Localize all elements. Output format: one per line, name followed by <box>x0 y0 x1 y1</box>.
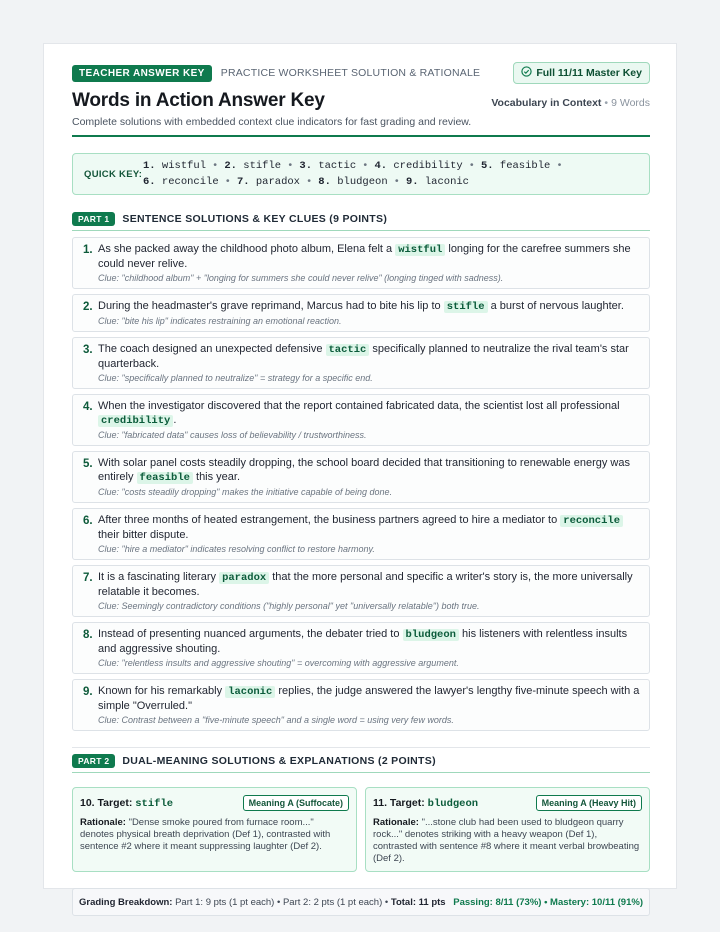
target-word: bludgeon <box>427 797 479 810</box>
dual-meaning-cards <box>72 787 650 872</box>
item-number: 6. <box>83 515 93 527</box>
bullet-separator: • <box>224 176 231 188</box>
target-label: 11. Target: <box>373 796 425 809</box>
context-clue: Clue: "bite his lip" indicates restraining an emotional reaction. <box>98 316 342 326</box>
worksheet-page <box>43 43 677 908</box>
item-number: 8. <box>83 629 93 641</box>
worksheet-content <box>72 64 650 916</box>
answer-word: reconcile <box>560 515 623 527</box>
grading-total: Total: 11 pts <box>390 896 446 908</box>
sentence-after: specifically planned to neutralize the rival team's star quarterback. <box>98 343 629 370</box>
grading-passing: Passing: 8/11 (73%) <box>453 896 542 908</box>
bullet-separator: • <box>393 176 400 188</box>
answer-word: stifle <box>444 301 488 313</box>
answer-word: tactic <box>326 344 370 356</box>
quick-key-word: tactic <box>318 160 357 172</box>
item-number: 7. <box>83 572 93 584</box>
sentence-item <box>72 622 650 674</box>
grading-mastery: Mastery: 10/11 (91%) <box>550 896 643 908</box>
rationale-label: Rationale: <box>373 817 419 828</box>
dual-meaning-card <box>365 787 650 872</box>
sentence-before: With solar panel costs steadily dropping, the school board decided that transitioning to renewable energy was entirely <box>98 457 630 483</box>
part1-badge: PART 1 <box>72 212 115 226</box>
sentence-text <box>98 342 641 371</box>
quick-key-number: 7. <box>236 176 250 188</box>
item-body <box>98 242 641 283</box>
master-key-label: Full 11/11 Master Key <box>536 67 642 79</box>
page-title: Words in Action Answer Key <box>72 90 325 111</box>
target-word: stifle <box>135 797 174 810</box>
item-number: 2. <box>83 301 93 313</box>
sentence-text <box>98 513 641 542</box>
part1-title: SENTENCE SOLUTIONS & KEY CLUES (9 POINTS) <box>122 213 388 225</box>
item-body <box>98 456 641 497</box>
context-clue: Clue: "hire a mediator" indicates resolving conflict to restore harmony. <box>98 544 375 554</box>
item-body <box>98 570 641 611</box>
sentence-item <box>72 237 650 289</box>
sentence-item <box>72 508 650 560</box>
sentence-before: It is a fascinating literary <box>98 571 220 583</box>
sentence-before: As she packed away the childhood photo album, Elena felt a <box>98 243 396 255</box>
sentence-item <box>72 451 650 503</box>
sentence-text <box>98 242 641 271</box>
master-key-badge <box>513 62 650 84</box>
card-target <box>373 797 478 810</box>
sentence-text <box>98 399 641 428</box>
quick-key-word: reconcile <box>161 176 219 188</box>
quick-key-number: 5. <box>480 160 494 172</box>
context-clue: Clue: "childhood album" + "longing for summers she could never relive" (longing tinged with sadness). <box>98 273 504 283</box>
quick-key-word: feasible <box>499 160 551 172</box>
part1-header <box>72 212 650 231</box>
sentence-before: The coach designed an unexpected defensive <box>98 343 326 355</box>
answer-word: feasible <box>137 472 193 484</box>
part1-section <box>72 212 650 731</box>
rationale-label: Rationale: <box>80 817 126 828</box>
item-body <box>98 399 641 440</box>
quick-key-word: bludgeon <box>337 176 388 188</box>
sentence-text <box>98 627 641 656</box>
quick-key-number: 1. <box>143 160 156 172</box>
sentence-after: his listeners with relentless insults and aggressive shouting. <box>98 628 628 655</box>
grading-breakdown: Grading Breakdown: Part 1: 9 pts (1 pt each) • Part 2: 2 pts (1 pt each) • Total: 11 pts Passing: 8/11 (73%) • Mastery: 10/11 (91%) <box>72 888 650 916</box>
sentence-text <box>98 299 624 314</box>
answer-word: credibility <box>98 415 173 427</box>
quick-key-word: credibility <box>393 160 463 172</box>
sentence-before: After three months of heated estrangement, the business partners agreed to hire a mediator to <box>98 514 561 526</box>
card-header <box>373 795 642 811</box>
quick-key-number: 8. <box>318 176 331 188</box>
part2-badge: PART 2 <box>72 754 115 768</box>
sentence-after: a burst of nervous laughter. <box>487 300 624 312</box>
bullet-separator: • <box>212 160 219 172</box>
sentence-item <box>72 294 650 332</box>
target-label: 10. Target: <box>80 796 133 809</box>
sentence-list <box>72 237 650 731</box>
sentence-before: When the investigator discovered that the report contained fabricated data, the scientist lost all professional <box>98 400 620 412</box>
item-number: 3. <box>83 344 93 356</box>
sentence-item <box>72 394 650 446</box>
quick-key-row-2 <box>143 174 569 190</box>
card-target <box>80 797 173 810</box>
context-clue: Clue: "specifically planned to neutralize" = strategy for a specific end. <box>98 373 373 383</box>
quick-key-number: 3. <box>299 160 312 172</box>
item-body <box>98 342 641 383</box>
sentence-before: Instead of presenting nuanced arguments, the debater tried to <box>98 628 403 640</box>
context-info <box>491 97 650 109</box>
quick-key-box <box>72 153 650 195</box>
dual-meaning-card <box>72 787 357 872</box>
item-body <box>98 299 624 326</box>
meaning-badge: Meaning A (Heavy Hit) <box>536 795 642 811</box>
context-clue: Clue: "costs steadily dropping" makes the initiative capable of being done. <box>98 487 393 497</box>
bullet-separator: • <box>305 176 313 188</box>
grading-part1: Part 1: 9 pts (1 pt each) <box>175 896 275 908</box>
item-number: 9. <box>83 686 93 698</box>
item-body <box>98 513 641 554</box>
quick-key-word: wistful <box>161 160 207 172</box>
item-number: 1. <box>83 244 93 256</box>
part2-section <box>72 747 650 872</box>
context-clue: Clue: "relentless insults and aggressive shouting" = overcoming with aggressive argument. <box>98 658 459 668</box>
context-clue: Clue: "fabricated data" causes loss of believability / trustworthiness. <box>98 430 367 440</box>
rationale-text <box>373 817 642 865</box>
quick-key-label: QUICK KEY: <box>84 168 143 180</box>
quick-key-number: 2. <box>224 160 237 172</box>
header-top-row <box>72 64 650 82</box>
teacher-key-badge: TEACHER ANSWER KEY <box>72 65 212 82</box>
sentence-after: longing for the carefree summers she could never relive. <box>98 243 631 270</box>
context-clue: Clue: Seemingly contradictory conditions ("highly personal" yet "universally relatable") both true. <box>98 601 480 611</box>
word-count: 9 Words <box>611 97 650 109</box>
item-body <box>98 627 641 668</box>
sentence-before: During the headmaster's grave reprimand, Marcus had to bite his lip to <box>98 300 444 312</box>
sentence-item <box>72 337 650 389</box>
page-description: Complete solutions with embedded context clue indicators for fast grading and review. <box>72 116 472 128</box>
rationale-body: "...stone club had been used to bludgeon quarry rock..." denotes striking with a heavy weapon (Def 1), contrasted with sentence #8 where it meant verbal browbeating (Def 2). <box>373 817 640 864</box>
sentence-item <box>72 565 650 617</box>
sentence-text <box>98 570 641 599</box>
grading-part2: Part 2: 2 pts (1 pt each) <box>282 896 383 908</box>
item-number: 5. <box>83 458 93 470</box>
answer-word: bludgeon <box>403 629 459 641</box>
answer-word: paradox <box>219 572 269 584</box>
meaning-badge: Meaning A (Suffocate) <box>243 795 349 811</box>
quick-key-number: 6. <box>143 176 156 188</box>
grading-label: Grading Breakdown: <box>79 896 173 908</box>
answer-word: laconic <box>225 686 275 698</box>
context-label: Vocabulary in Context <box>491 97 602 109</box>
worksheet-subtitle: PRACTICE WORKSHEET SOLUTION & RATIONALE <box>220 67 481 79</box>
sentence-text <box>98 456 641 485</box>
check-circle-icon <box>521 66 532 80</box>
quick-key-number: 4. <box>374 160 388 172</box>
quick-key-word: stifle <box>243 160 282 172</box>
quick-key-word: paradox <box>255 176 300 188</box>
sentence-item <box>72 679 650 731</box>
sentence-after: . <box>173 414 177 426</box>
sentence-after: replies, the judge answered the lawyer's lengthy five-minute speech with a simple "Overruled." <box>98 685 640 712</box>
sentence-after: that the more personal and specific a writer's story is, the more universally relatable it becomes. <box>98 571 633 598</box>
bullet-separator: • <box>362 160 369 172</box>
bullet-separator: • <box>604 97 609 109</box>
sentence-after: this year. <box>192 471 241 483</box>
quick-key-list <box>143 158 569 190</box>
bullet-separator: • <box>468 160 475 172</box>
answer-word: wistful <box>395 244 445 256</box>
header-divider <box>72 135 650 137</box>
grading-thresholds: Passing: 8/11 (73%) • Mastery: 10/11 (91%) <box>453 896 643 908</box>
item-number: 4. <box>83 401 93 413</box>
title-row <box>72 90 650 112</box>
quick-key-word: laconic <box>424 176 469 188</box>
quick-key-row-1 <box>143 158 569 174</box>
sentence-text <box>98 684 641 713</box>
bullet-separator: • <box>556 160 563 172</box>
bullet-separator: • <box>287 160 294 172</box>
sentence-before: Known for his remarkably <box>98 685 226 697</box>
context-clue: Clue: Contrast between a "five-minute speech" and a single word = using very few words. <box>98 715 454 725</box>
part2-title: DUAL-MEANING SOLUTIONS & EXPLANATIONS (2 POINTS) <box>122 755 436 767</box>
part2-header <box>72 754 650 773</box>
rationale-body: "Dense smoke poured from furnace room..." denotes physical breath deprivation (Def 1), contrasted with sentence #2 where it meant suppressing laughter (Def 2). <box>80 817 331 852</box>
rationale-text <box>80 817 349 853</box>
card-header <box>80 795 349 811</box>
item-body <box>98 684 641 725</box>
sentence-after: their bitter dispute. <box>98 529 189 541</box>
quick-key-number: 9. <box>405 176 419 188</box>
